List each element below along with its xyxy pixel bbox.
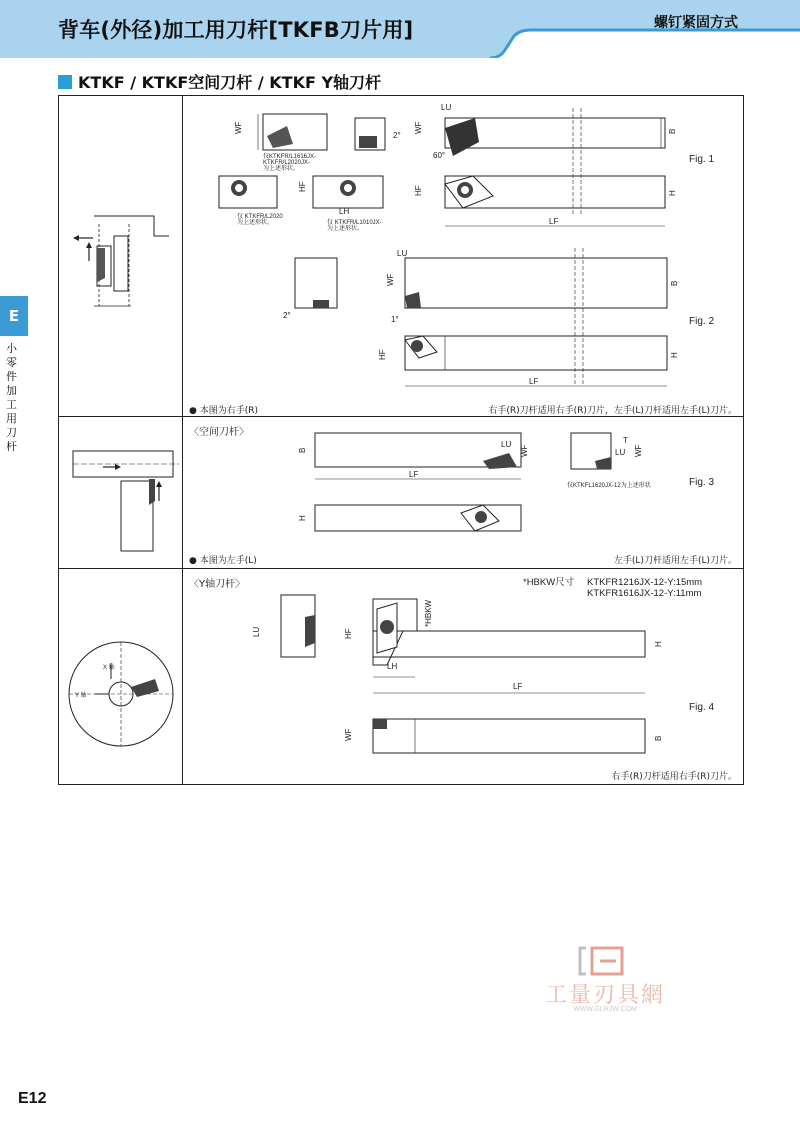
dim-lu-3: LU xyxy=(501,440,512,449)
row2-note-right: 左手(L)刀杆适用左手(L)刀片。 xyxy=(613,556,737,566)
header-band xyxy=(0,0,800,58)
dim-angle-1: 1° xyxy=(391,315,399,324)
hbkw-spec-line-1: KTKFR1216JX-12-Y:15mm xyxy=(587,577,703,588)
usage-illustration-2 xyxy=(59,417,183,569)
fig3-drawing xyxy=(183,417,743,569)
row3-note-right: 右手(R)刀杆适用右手(R)刀片。 xyxy=(611,772,737,782)
usage-illustration-3 xyxy=(59,569,183,784)
section-title xyxy=(58,70,381,93)
dim-hf-1: HF xyxy=(298,181,307,192)
usage-illustration-cell-3 xyxy=(59,569,183,784)
fig1-label: Fig. 1 xyxy=(689,154,715,165)
dim-hbkw: *HBKW xyxy=(424,599,433,627)
dim-lu-2: LU xyxy=(397,249,408,258)
dim-wf-1: WF xyxy=(234,121,243,134)
usage-illustration-cell-2 xyxy=(59,417,183,568)
side-tab[interactable] xyxy=(0,296,28,453)
note-a2: KTKFR/L2020JX- xyxy=(263,160,311,166)
fig1-fig2-drawing xyxy=(183,96,743,417)
side-tab-text: 小零件加工用刀杆 xyxy=(6,342,17,453)
drawing-cell-fig1-fig2 xyxy=(183,96,743,416)
dim-wf-4: WF xyxy=(520,444,529,457)
note-a3: 为上述形状。 xyxy=(263,166,300,172)
table-row-y-axis xyxy=(59,569,743,784)
row2-small-note: 仅KTKFL1620JX-12为上述形状 xyxy=(567,483,651,489)
dim-lu-4: LU xyxy=(615,448,626,457)
row1-note-right: 右手(R)刀杆适用右手(R)刀片，左手(L)刀杆适用左手(L)刀片。 xyxy=(488,406,737,416)
dim-h-1: H xyxy=(668,190,677,196)
dim-b-4: B xyxy=(654,735,663,741)
dim-lf-4: LF xyxy=(513,682,523,691)
table-row-space xyxy=(59,417,743,569)
watermark-url: WWW.GLRJW.COM xyxy=(573,1006,637,1013)
drawing-cell-fig3 xyxy=(183,417,743,568)
page-title: 背车(外径)加工用刀杆[TKFB刀片用] xyxy=(58,18,414,42)
fig4-drawing xyxy=(183,569,743,784)
section-marker-icon xyxy=(58,75,72,89)
header-category: 螺钉紧固方式 xyxy=(654,15,738,31)
dim-hf-4: HF xyxy=(344,628,353,639)
dim-h-4: H xyxy=(654,641,663,647)
dim-b-1: B xyxy=(668,128,677,134)
dim-lf-3: LF xyxy=(409,470,419,479)
dim-b-3: B xyxy=(298,447,307,453)
side-tab-letter[interactable]: E xyxy=(0,296,28,336)
dim-t: T xyxy=(623,436,628,445)
spec-table xyxy=(58,95,744,785)
drawing-cell-fig4 xyxy=(183,569,743,784)
row2-note-left: ● 本图为左手(L) xyxy=(189,556,257,566)
dim-h-3: H xyxy=(298,515,307,521)
dim-hf-2: HF xyxy=(414,185,423,196)
fig4-label: Fig. 4 xyxy=(689,702,715,713)
dim-lh-1: LH xyxy=(339,207,350,216)
dim-hf-3: HF xyxy=(378,349,387,360)
dim-h-2: H xyxy=(670,352,679,358)
note-b1: 仅 KTKFR/L2020 xyxy=(237,214,283,220)
note-a1: 仅KTKFR/L1616JX- xyxy=(263,154,317,160)
dim-angle-2b: 2° xyxy=(283,311,291,320)
y-axis-label: Y 轴 xyxy=(75,693,87,699)
dim-lu-1: LU xyxy=(441,103,452,112)
note-b2: 为上述形状。 xyxy=(237,220,274,226)
fig2-label: Fig. 2 xyxy=(689,316,715,327)
row1-note-left: ● 本图为右手(R) xyxy=(189,406,258,416)
hbkw-spec-line-2: KTKFR1616JX-12-Y:11mm xyxy=(587,588,702,599)
dim-wf-5: WF xyxy=(634,444,643,457)
note-c2: 为上述形状。 xyxy=(327,226,364,232)
fig3-label: Fig. 3 xyxy=(689,477,715,488)
usage-illustration xyxy=(59,96,183,417)
dim-wf-2: WF xyxy=(414,121,423,134)
dim-lf-2: LF xyxy=(529,377,539,386)
dim-angle-60: 60° xyxy=(433,151,446,160)
dim-lh-2: LH xyxy=(387,662,398,671)
dim-wf-6: WF xyxy=(344,728,353,741)
watermark-logo-icon xyxy=(540,942,680,982)
dim-wf-3: WF xyxy=(386,273,395,286)
note-c1: 仅 KTKFR/L1010JX- xyxy=(327,220,382,226)
watermark xyxy=(540,942,680,1022)
page-number: E12 xyxy=(18,1090,47,1107)
table-row-standard xyxy=(59,96,743,417)
section-title-text: KTKF / KTKF空间刀杆 / KTKF Y轴刀杆 xyxy=(78,73,382,92)
dim-angle-2: 2° xyxy=(393,131,401,140)
dim-b-2: B xyxy=(670,280,679,286)
x-axis-label: X 轴 xyxy=(103,665,115,671)
row2-subtitle: 〈空间刀杆〉 xyxy=(189,427,249,438)
dim-lf-1: LF xyxy=(549,217,559,226)
row3-subtitle: 〈Y轴刀杆〉 xyxy=(189,579,246,590)
hbkw-spec-label: *HBKW尺寸 xyxy=(523,577,575,588)
usage-illustration-cell xyxy=(59,96,183,416)
watermark-text: 工量刃具網 xyxy=(544,983,665,1008)
dim-lu-5: LU xyxy=(252,626,261,637)
